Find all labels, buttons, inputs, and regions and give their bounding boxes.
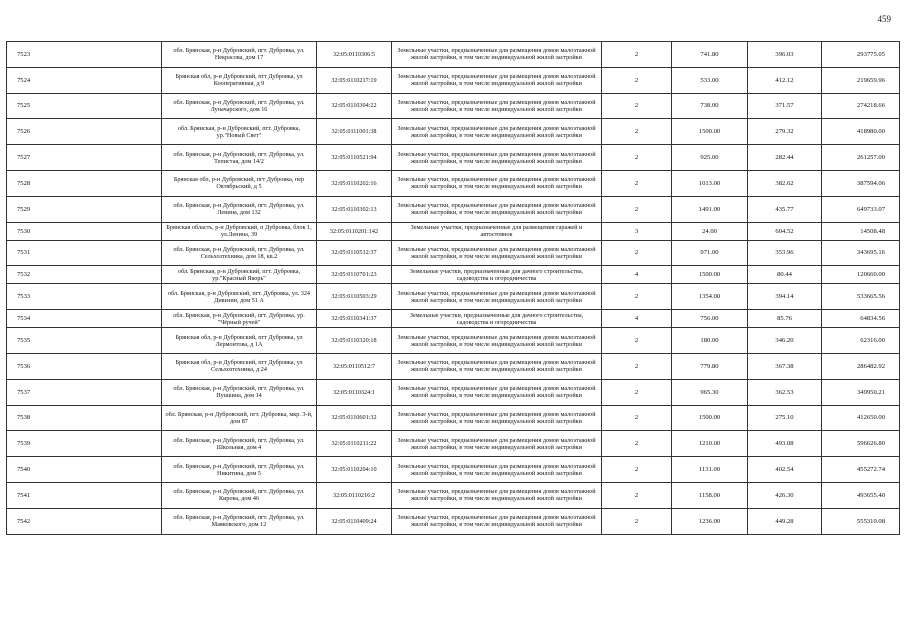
row-number: 7529: [7, 196, 162, 222]
cadastral-value-cell: 418980.00: [822, 119, 900, 145]
address-cell: обл. Брянская, р-н Дубровский, пгт. Дубровка, ур."Новый Свет": [162, 119, 317, 145]
cadastral-value-cell: 343695.16: [822, 240, 900, 266]
land-use-cell: Земельные участки, предназначенные для размещения домов малоэтажной жилой застройки, в том числе индивидуальной жилой застройки: [392, 93, 602, 119]
address-cell: обл. Брянская, р-н Дубровский, пгт. Дубровка, ул. Сельхозтехника, дом 18, кв.2: [162, 240, 317, 266]
area-cell: 779.80: [672, 353, 748, 379]
area-cell: 180.00: [672, 328, 748, 354]
cadastral-number-cell: 32:05:0110503:29: [317, 284, 392, 310]
area-cell: 1158.00: [672, 482, 748, 508]
cadastral-value-cell: 349950.21: [822, 379, 900, 405]
area-cell: 1210.00: [672, 431, 748, 457]
cadastral-number-cell: 32:05:0110304:22: [317, 93, 392, 119]
cadastral-value-cell: 219659.96: [822, 67, 900, 93]
specific-value-cell: 449.28: [748, 508, 822, 534]
cadastral-number-cell: 32:05:0110216:2: [317, 482, 392, 508]
cadastral-value-cell: 387594.06: [822, 170, 900, 196]
address-cell: Брянская обл, р-н Дубровский, пгт Дубровка, пер Октябрьский, д 5: [162, 170, 317, 196]
table-row: [7, 457, 900, 483]
specific-value-cell: 604.52: [748, 222, 822, 240]
table-row: [7, 266, 900, 284]
area-cell: 1491.00: [672, 196, 748, 222]
table-row: [7, 67, 900, 93]
specific-value-cell: 426.30: [748, 482, 822, 508]
group-cell: 2: [602, 240, 672, 266]
row-number: 7537: [7, 379, 162, 405]
table-row: [7, 170, 900, 196]
address-cell: обл. Брянская, р-н Дубровский, пгт. Дубровка, ур."Красный Якорь": [162, 266, 317, 284]
specific-value-cell: 275.10: [748, 405, 822, 431]
cadastral-value-table: [6, 41, 900, 535]
group-cell: 2: [602, 508, 672, 534]
page-number: 459: [877, 14, 891, 24]
table-row: [7, 310, 900, 328]
cadastral-value-cell: 493655.40: [822, 482, 900, 508]
cadastral-number-cell: 32:05:0110601:32: [317, 405, 392, 431]
group-cell: 2: [602, 42, 672, 68]
cadastral-number-cell: 32:05:0110204:10: [317, 457, 392, 483]
table-row: [7, 431, 900, 457]
specific-value-cell: 367.38: [748, 353, 822, 379]
table-row: [7, 196, 900, 222]
address-cell: обл. Брянская, р-н Дубровский, пгт. Дубровка, ул. Пушкина, дом 14: [162, 379, 317, 405]
specific-value-cell: 371.57: [748, 93, 822, 119]
area-cell: 741.80: [672, 42, 748, 68]
group-cell: 2: [602, 196, 672, 222]
specific-value-cell: 346.20: [748, 328, 822, 354]
area-cell: 1500.00: [672, 405, 748, 431]
cadastral-value-cell: 64834.56: [822, 310, 900, 328]
cadastral-number-cell: 32:05:0110217:19: [317, 67, 392, 93]
cadastral-number-cell: 32:05:0110201:142: [317, 222, 392, 240]
specific-value-cell: 353.96: [748, 240, 822, 266]
cadastral-number-cell: 32:05:0110701:23: [317, 266, 392, 284]
cadastral-number-cell: 32:05:0110521:94: [317, 145, 392, 171]
specific-value-cell: 396.03: [748, 42, 822, 68]
land-use-cell: Земельные участки, предназначенные для размещения домов малоэтажной жилой застройки, в том числе индивидуальной жилой застройки: [392, 240, 602, 266]
land-use-cell: Земельные участки, предназначенные для дачного строительства, садоводства и огородничества: [392, 266, 602, 284]
address-cell: обл. Брянская, р-н Дубровский, пгт. Дубровка, ул. Школьная, дом 4: [162, 431, 317, 457]
address-cell: Брянская обл, р-н Дубровский, пгт Дубровка, ул Кооперативная, д 9: [162, 67, 317, 93]
cadastral-value-cell: 455272.74: [822, 457, 900, 483]
row-number: 7534: [7, 310, 162, 328]
cadastral-number-cell: 32:05:0110512:7: [317, 353, 392, 379]
address-cell: обл. Брянская, р-н Дубровский, пгт. Дубровка, ул. Маяковского, дом 12: [162, 508, 317, 534]
cadastral-number-cell: 32:05:0110202:16: [317, 170, 392, 196]
specific-value-cell: 85.76: [748, 310, 822, 328]
address-cell: Брянская обл, р-н Дубровский, пгт Дубровка, ул Лермонтова, д 1А: [162, 328, 317, 354]
specific-value-cell: 362.53: [748, 379, 822, 405]
cadastral-number-cell: 32:05:0110341:37: [317, 310, 392, 328]
group-cell: 4: [602, 266, 672, 284]
cadastral-number-cell: 32:05:0110409:24: [317, 508, 392, 534]
area-cell: 1500.00: [672, 266, 748, 284]
table-row: [7, 145, 900, 171]
row-number: 7539: [7, 431, 162, 457]
land-use-cell: Земельные участки, предназначенные для размещения домов малоэтажной жилой застройки, в том числе индивидуальной жилой застройки: [392, 508, 602, 534]
address-cell: обл. Брянская, р-н Дубровский, пгт. Дубровка, мкр. 3-й, дом 87: [162, 405, 317, 431]
area-cell: 24.00: [672, 222, 748, 240]
row-number: 7541: [7, 482, 162, 508]
table-row: [7, 93, 900, 119]
land-use-cell: Земельные участки, предназначенные для дачного строительства, садоводства и огородничества: [392, 310, 602, 328]
table-row: [7, 508, 900, 534]
group-cell: 4: [602, 310, 672, 328]
row-number: 7532: [7, 266, 162, 284]
land-use-cell: Земельные участки, предназначенные для размещения домов малоэтажной жилой застройки, в том числе индивидуальной жилой застройки: [392, 119, 602, 145]
specific-value-cell: 412.12: [748, 67, 822, 93]
group-cell: 2: [602, 170, 672, 196]
group-cell: 3: [602, 222, 672, 240]
land-use-cell: Земельные участки, предназначенные для размещения домов малоэтажной жилой застройки, в том числе индивидуальной жилой застройки: [392, 170, 602, 196]
address-cell: обл. Брянская, р-н Дубровский, пгт. Дубровка, ур. "Чёрный ручей": [162, 310, 317, 328]
area-cell: 1500.00: [672, 119, 748, 145]
land-use-cell: Земельные участки, предназначенные для размещения домов малоэтажной жилой застройки, в том числе индивидуальной жилой застройки: [392, 379, 602, 405]
row-number: 7536: [7, 353, 162, 379]
table-row: [7, 240, 900, 266]
land-use-cell: Земельные участки, предназначенные для размещения домов малоэтажной жилой застройки, в том числе индивидуальной жилой застройки: [392, 482, 602, 508]
specific-value-cell: 435.77: [748, 196, 822, 222]
cadastral-value-cell: 286482.92: [822, 353, 900, 379]
table-row: [7, 284, 900, 310]
area-cell: 1354.00: [672, 284, 748, 310]
cadastral-number-cell: 32:05:0110211:22: [317, 431, 392, 457]
address-cell: Брянская область, р-н Дубровский, п Дубровка, блок 1, ул.Ленина, 39: [162, 222, 317, 240]
cadastral-number-cell: 32:05:0110306:5: [317, 42, 392, 68]
address-cell: обл. Брянская, р-н Дубровский, пгт. Дубровка, ул. Некрасова, дом 17: [162, 42, 317, 68]
cadastral-value-cell: 555310.08: [822, 508, 900, 534]
area-cell: 1236.00: [672, 508, 748, 534]
address-cell: обл. Брянская, р-н Дубровский, пгт. Дубровка, ул. Луначарского, дом 16: [162, 93, 317, 119]
table-row: [7, 42, 900, 68]
area-cell: 738.00: [672, 93, 748, 119]
row-number: 7531: [7, 240, 162, 266]
land-use-cell: Земельные участки, предназначенные для размещения домов малоэтажной жилой застройки, в том числе индивидуальной жилой застройки: [392, 284, 602, 310]
group-cell: 2: [602, 353, 672, 379]
specific-value-cell: 80.44: [748, 266, 822, 284]
cadastral-value-cell: 649733.07: [822, 196, 900, 222]
table-row: [7, 222, 900, 240]
group-cell: 2: [602, 431, 672, 457]
table-row: [7, 328, 900, 354]
area-cell: 756.00: [672, 310, 748, 328]
table-row: [7, 353, 900, 379]
group-cell: 2: [602, 67, 672, 93]
cadastral-value-cell: 62316.00: [822, 328, 900, 354]
table-body: [7, 42, 900, 535]
group-cell: 2: [602, 284, 672, 310]
cadastral-number-cell: 32:05:0111001:38: [317, 119, 392, 145]
row-number: 7523: [7, 42, 162, 68]
area-cell: 533.00: [672, 67, 748, 93]
land-use-cell: Земельные участки, предназначенные для размещения гаражей и автостоянок: [392, 222, 602, 240]
cadastral-number-cell: 32:05:0110512:37: [317, 240, 392, 266]
land-use-cell: Земельные участки, предназначенные для размещения домов малоэтажной жилой застройки, в том числе индивидуальной жилой застройки: [392, 405, 602, 431]
group-cell: 2: [602, 328, 672, 354]
row-number: 7527: [7, 145, 162, 171]
group-cell: 2: [602, 145, 672, 171]
area-cell: 965.30: [672, 379, 748, 405]
row-number: 7525: [7, 93, 162, 119]
row-number: 7530: [7, 222, 162, 240]
group-cell: 2: [602, 119, 672, 145]
row-number: 7540: [7, 457, 162, 483]
cadastral-value-cell: 14508.48: [822, 222, 900, 240]
cadastral-value-cell: 412650.00: [822, 405, 900, 431]
cadastral-number-cell: 32:05:0110302:13: [317, 196, 392, 222]
address-cell: обл. Брянская, р-н Дубровский, пгт. Дубровка, ул. Кирова, дом 46: [162, 482, 317, 508]
address-cell: Брянская обл, р-н Дубровский, пгт Дубровка, ул Сельхозтехника, д 24: [162, 353, 317, 379]
land-use-cell: Земельные участки, предназначенные для размещения домов малоэтажной жилой застройки, в том числе индивидуальной жилой застройки: [392, 145, 602, 171]
land-use-cell: Земельные участки, предназначенные для размещения домов малоэтажной жилой застройки, в том числе индивидуальной жилой застройки: [392, 67, 602, 93]
area-cell: 925.00: [672, 145, 748, 171]
address-cell: обл. Брянская, р-н Дубровский, пгт. Дубровка, ул. Никитина, дом 5: [162, 457, 317, 483]
group-cell: 2: [602, 93, 672, 119]
row-number: 7528: [7, 170, 162, 196]
cadastral-value-cell: 596626.80: [822, 431, 900, 457]
land-use-cell: Земельные участки, предназначенные для размещения домов малоэтажной жилой застройки, в том числе индивидуальной жилой застройки: [392, 42, 602, 68]
group-cell: 2: [602, 482, 672, 508]
specific-value-cell: 402.54: [748, 457, 822, 483]
table-row: [7, 119, 900, 145]
specific-value-cell: 394.14: [748, 284, 822, 310]
row-number: 7526: [7, 119, 162, 145]
area-cell: 971.00: [672, 240, 748, 266]
address-cell: обл. Брянская, р-н Дубровский, пгт. Дубровка, ул. 324 Дивизии, дом 51 А: [162, 284, 317, 310]
land-use-cell: Земельные участки, предназначенные для размещения домов малоэтажной жилой застройки, в том числе индивидуальной жилой застройки: [392, 353, 602, 379]
land-use-cell: Земельные участки, предназначенные для размещения домов малоэтажной жилой застройки, в том числе индивидуальной жилой застройки: [392, 328, 602, 354]
area-cell: 1013.00: [672, 170, 748, 196]
address-cell: обл. Брянская, р-н Дубровский, пгт. Дубровка, ул. Ленина, дом 132: [162, 196, 317, 222]
row-number: 7542: [7, 508, 162, 534]
land-use-cell: Земельные участки, предназначенные для размещения домов малоэтажной жилой застройки, в том числе индивидуальной жилой застройки: [392, 457, 602, 483]
table-row: [7, 379, 900, 405]
table-row: [7, 482, 900, 508]
group-cell: 2: [602, 379, 672, 405]
cadastral-value-cell: 293775.05: [822, 42, 900, 68]
cadastral-number-cell: 32:05:0110324:1: [317, 379, 392, 405]
specific-value-cell: 279.32: [748, 119, 822, 145]
land-use-cell: Земельные участки, предназначенные для размещения домов малоэтажной жилой застройки, в том числе индивидуальной жилой застройки: [392, 431, 602, 457]
group-cell: 2: [602, 457, 672, 483]
cadastral-value-cell: 120660.00: [822, 266, 900, 284]
group-cell: 2: [602, 405, 672, 431]
specific-value-cell: 282.44: [748, 145, 822, 171]
cadastral-value-cell: 261257.00: [822, 145, 900, 171]
address-cell: обл. Брянская, р-н Дубровский, пгт. Дубровка, ул. Тепистая, дом 14/2: [162, 145, 317, 171]
area-cell: 1131.00: [672, 457, 748, 483]
table-row: [7, 405, 900, 431]
row-number: 7538: [7, 405, 162, 431]
row-number: 7533: [7, 284, 162, 310]
cadastral-value-cell: 533665.56: [822, 284, 900, 310]
row-number: 7535: [7, 328, 162, 354]
land-use-cell: Земельные участки, предназначенные для размещения домов малоэтажной жилой застройки, в том числе индивидуальной жилой застройки: [392, 196, 602, 222]
specific-value-cell: 382.62: [748, 170, 822, 196]
cadastral-number-cell: 32:05:0110320:18: [317, 328, 392, 354]
row-number: 7524: [7, 67, 162, 93]
cadastral-value-cell: 274218.66: [822, 93, 900, 119]
specific-value-cell: 493.08: [748, 431, 822, 457]
